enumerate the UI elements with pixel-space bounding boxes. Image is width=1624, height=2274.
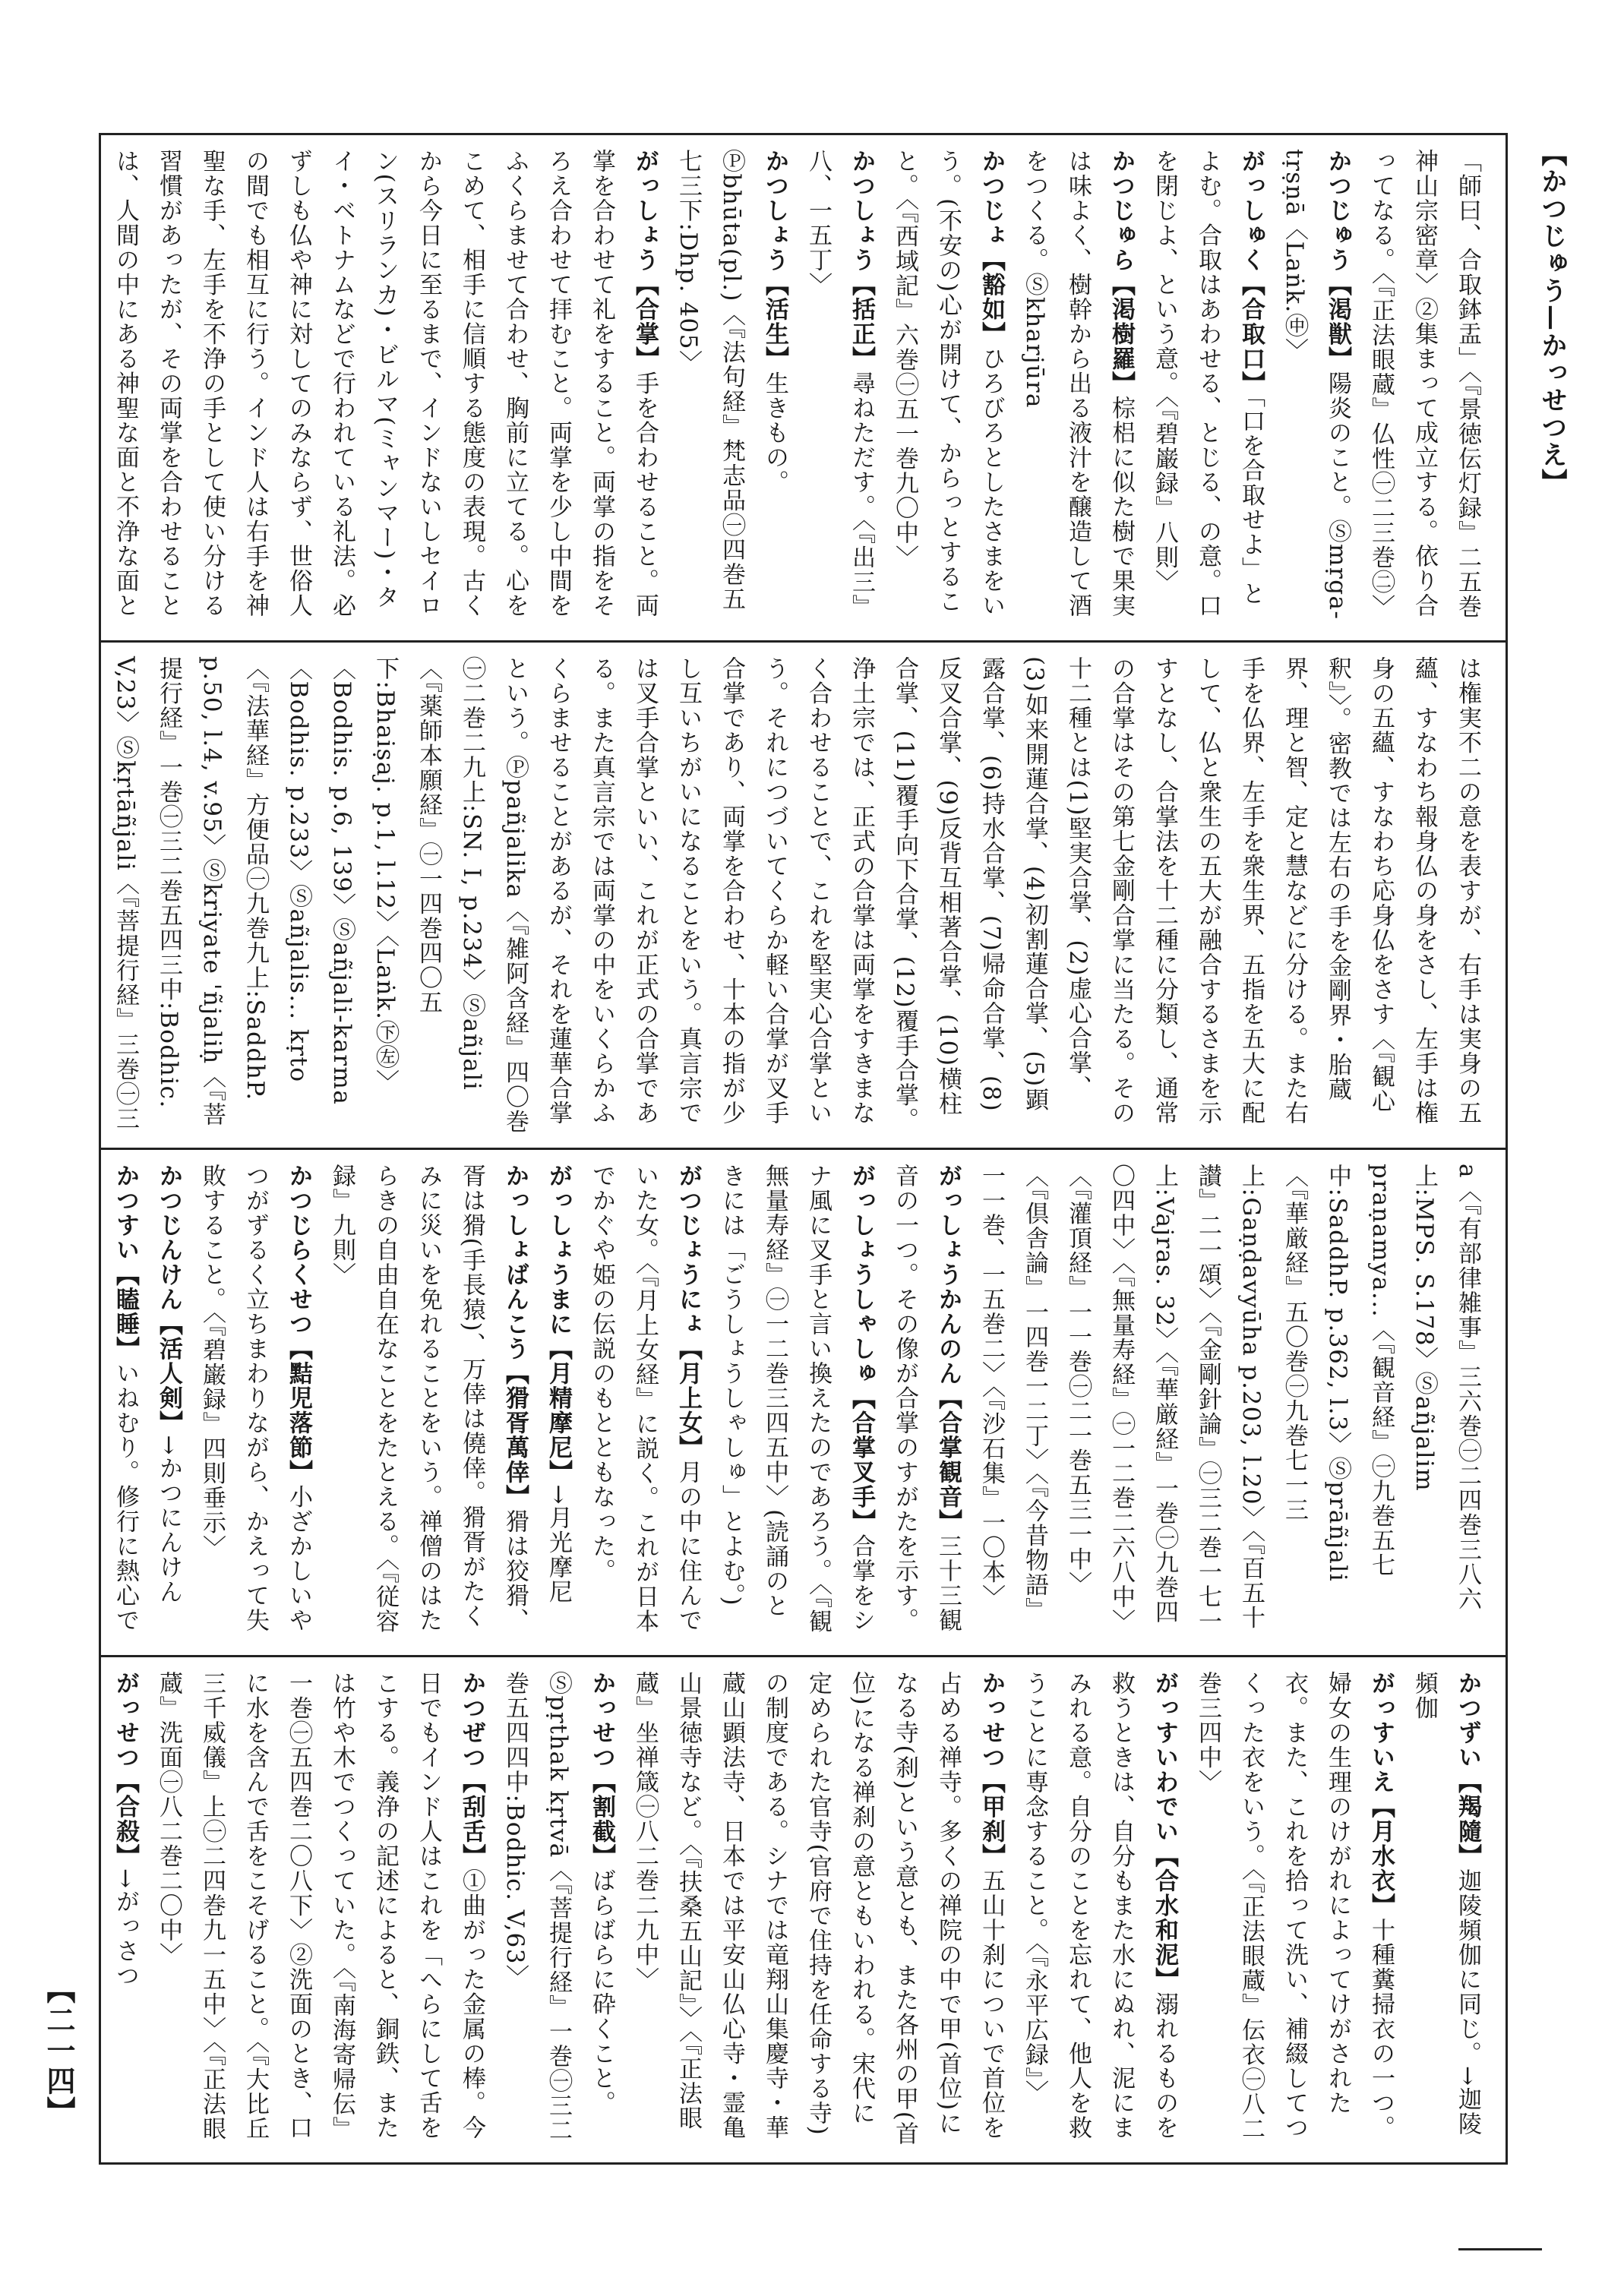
entry-text: 猾は狡猾、胥は猾(手長猿)、万倖は僥倖。猾胥がたくみに災いを免れることをいう。禅僧のはたらきの自由自在なことをたとえる。〈『従容録』九則〉 [328,1164,529,1634]
entry-text: ひろびろとしたさまをいう。(不安の)心が開けて、からっとすること。〈『西域記』六巻㊀五一巻九〇中〉 [891,149,1005,618]
entry-headword: かっせつ【割截】 [588,1671,615,1868]
entry-headword: かつじゅら【渇樹羅】 [1107,149,1135,396]
entry-headword: かつしょう【活生】 [761,149,788,371]
entry-headword: がっしゅく【合取口】 [1237,149,1265,396]
dictionary-entry [147,1671,493,2149]
dictionary-entry [101,656,1489,1134]
page-number: 【二一四】 [42,1975,76,2127]
dictionary-entry [1186,1671,1402,2149]
entry-text: ばらばらに砕くこと。Ⓢpṛthak kṛtvā〈『菩提行経』一巻㊀三二巻五四四中:Bodhic. V,63〉 [501,1671,615,2143]
entry-headword: かつじゅう【渇獣】 [1324,149,1351,371]
entry-text: 溺れるものを救うときは、自分もまた水にぬれ、泥にまみれる意。自分のことを忘れて、他人を救うことに専念すること。〈『永平広録』〉 [1021,1671,1178,2140]
entry-headword: がつじょうにょ【月上女】 [675,1164,702,1460]
entry-text: 十種糞掃衣の一つ。婦女の生理のけがれによってけがされた衣。また、これを拾って洗い、補綴してつくった衣をいう。〈『正法眼蔵』伝衣㊀八二巻三四中〉 [1194,1671,1395,2141]
entry-text: →がっさつ [112,1868,139,1988]
dictionary-entry [796,149,883,627]
running-head: 【かつじゅう—かっせつえ】 [1537,141,1567,496]
entry-headword: がっせつ【合殺】 [112,1671,139,1868]
dictionary-entry [101,149,666,627]
entry-headword: がっしょうしゃしゅ【合掌叉手】 [848,1164,875,1534]
dictionary-entry [1359,149,1489,627]
entry-text: →かつにんけん [155,1435,182,1604]
entry-text: 陽炎のこと。Ⓢmṛga-tṛṣṇā〈Laṅk.㊥〉 [1281,149,1351,621]
entry-text: 「師曰、合取鉢盂」〈『景徳伝灯録』二五巻神山宗密章〉②集まって成立する。依り合ってなる。〈『正法眼蔵』仏性㊀二三巻㊁〉 [1367,149,1481,619]
entry-headword: かつじらくせつ【黠児落節】 [285,1164,312,1485]
entry-text: 尋ねただす。〈『出三』八、一五丁〉 [804,149,875,619]
bottom-rule [1458,2248,1542,2250]
dictionary-entry [580,1164,709,1641]
entry-text: 棕梠に似た樹で果実は味よく、樹幹から出る液汁を醸造して酒をつくる。Ⓢkharjūra [1021,149,1135,618]
dictionary-entry [320,1164,536,1641]
tier-2 [101,643,1506,1148]
dictionary-entry [190,1164,320,1641]
entry-headword: がっしょうまに【月精摩尼】 [545,1164,572,1485]
entry-text: 月の中に住んでいた女。〈『月上女経』に説く。これが日本でかぐや姫の伝説のもとともなった。 [588,1164,702,1634]
entry-text: 生きもの。Ⓟbhūta(pl.)〈『法句経』梵志品㊀四巻五七三下:Dhp. 405〉 [675,149,788,612]
entry-text: 小ざかしいやつがずるく立ちまわりながら、かえって失敗すること。〈『碧巌録』四則垂示〉 [198,1164,312,1633]
entry-text: →月光摩尼 [545,1484,572,1604]
tier-3 [101,1150,1506,1655]
dictionary-entry [969,1164,1489,1641]
entry-headword: がっしょう【合掌】 [631,149,659,371]
entry-headword: がっすいわでい【合水和泥】 [1151,1671,1178,1992]
dictionary-entry [493,1671,623,2149]
entry-text: 迦陵頻伽に同じ。→迦陵頻伽 [1411,1671,1481,2137]
dictionary-entry [101,1164,147,1641]
tier-4 [101,1657,1506,2162]
dictionary-entry [666,149,796,627]
entry-text: いねむり。修行に熱心で [112,1361,139,1633]
dictionary-entry [1142,149,1272,627]
tier-1 [101,135,1506,640]
dictionary-entry [883,1164,969,1641]
dictionary-entry [1013,1671,1186,2149]
dictionary-entry [147,1164,190,1641]
entry-headword: かっしょばんこう【猾胥萬倖】 [501,1164,529,1509]
entry-headword: かつじょ【豁如】 [978,149,1005,346]
dictionary-entry [1272,149,1359,627]
entry-text: ①曲がった金属の棒。今日でもインド人はこれを「へらにして舌をこする。義浄の記述によると、銅鉄、または竹や木でつくっていた。〈『南海寄帰伝』一巻㊀五四巻二〇八下〉②洗面のとき、口に水を含んで舌をこそげること。〈『大比丘三千威儀』上㊀二四巻九一五中〉〈『正法眼蔵』洗面㊀八二巻二〇中〉 [155,1671,485,2141]
entry-headword: がっすいえ【月水衣】 [1367,1671,1395,1918]
page-frame [99,133,1508,2165]
entry-text: 手を合わせること。両掌を合わせて礼をすること。両掌の指をそろえ合わせて拝むこと。両掌を少し中間をふくらませて合わせ、胸前に立てる。心をこめて、相手に信順する態度の表現。古くから今日に至るまで、インドないしセイロン(スリランカ)・ビルマ(ミャンマー)・タイ・ベトナムなどで行われている礼法。必ずしも仏や神に対してのみならず、世俗人の間でも相互に行う。インド人は右手を神聖な手、左手を不浄の手として使い分ける習慣があったが、その両掌を合わせることは、人間の中にある神聖な面と不浄な面と [112,149,659,618]
entry-text: a〈『有部律雑事』三六巻㊀二四巻三八六上:MPS. S.178〉Ⓢañjalim praṇamya...〈『観音経』㊀九巻五七中:SaddhP. p.362, l.3〉Ⓢprāñjali〈『華厳経』五〇巻㊀九巻七一三上:Gaṇḍavyūha p.203, l.20〉〈『百五十讃』二一頌〉〈『金剛針論』㊀三二巻一七一上:Vajras. 32〉〈『華厳経』一巻㊀九巻四〇四中〉〈『無量寿経』㊀一二巻二六八中〉〈『灌頂経』一一巻㊀二一巻五三一中〉〈『倶舎論』一四巻一二丁〉〈『今昔物語』一一巻、一五巻二〉〈『沙石集』一〇本〉 [978,1164,1481,1634]
entry-headword: かつじんけん【活人剣】 [155,1164,182,1435]
dictionary-entry [883,149,1013,627]
entry-headword: かつぜつ【刮舌】 [458,1671,485,1868]
entry-text: 合掌をシナ風に叉手と言い換えたのであろう。〈『観無量寿経』㊀一二巻三四五中〉(読誦のときには「ごうしょうしゃしゅ」とよむ。) [718,1164,875,1634]
entry-headword: かつすい【瞌睡】 [112,1164,139,1361]
dictionary-entry [1013,149,1142,627]
entry-headword: かつずい【羯隨】 [1454,1671,1481,1868]
dictionary-entry [103,1671,147,2149]
entry-headword: がっしょうかんのん【合掌観音】 [934,1164,962,1534]
entry-text: 「口を合取せよ」とよむ。合取はあわせる、とじる、の意。口を閉じよ、という意。〈『碧巌録』八則〉 [1151,149,1265,618]
entry-text: 三十三観音の一つ。その像が合掌のすがたを示す。 [891,1164,962,1633]
dictionary-entry [623,1671,1013,2149]
dictionary-entry [1402,1671,1489,2149]
dictionary-entry [536,1164,580,1641]
entry-headword: かっせつ【甲刹】 [978,1671,1005,1868]
entry-text: 五山十刹についで首位を占める禅寺。多くの禅院の中で甲(首位)になる寺(刹)という意とも、また各州の甲(首位)になる禅刹の意ともいわれる。宋代に定められた官寺(官府で住持を任命する寺)の制度である。シナでは竜翔山集慶寺・華蔵山顕法寺、日本では平安山仏心寺・霊亀山景徳寺など。〈『扶桑五山記』〉〈『正法眼蔵』坐禅箴㊀八二巻二九中〉 [631,1671,1005,2146]
dictionary-entry [709,1164,883,1641]
entry-headword: かつしょう【括正】 [848,149,875,371]
dictionary-entry [101,1671,103,2149]
entry-text: は権実不二の意を表すが、右手は実身の五蘊、すなわち報身仏の身をさし、左手は権身の五蘊、すなわち応身仏をさす〈『観心釈』〉。密教では左右の手を金剛界・胎蔵界、理と智、定と慧などに分ける。また右手を仏界、左手を衆生界、五指を五大に配して、仏と衆生の五大が融合するさまを示すとなし、合掌法を十二種に分類し、通常の合掌はその第七金剛合掌に当たる。その十二種とは(1)堅実合掌、(2)虚心合掌、(3)如来開蓮合掌、(4)初割蓮合掌、(5)顕露合掌、(6)持水合掌、(7)帰命合掌、(8)反叉合掌、(9)反背互相著合掌、(10)横柱合掌、(11)覆手向下合掌、(12)覆手合掌。浄土宗では、正式の合掌は両掌をすきまなく合わせることで、これを堅実心合掌という。それにつづいてくらか軽い合掌が叉手合掌であり、両掌を合わせ、十本の指が少し互いちがいになることをいう。真言宗では叉手合掌といい、これが正式の合掌である。また真言宗では両掌の中をいくらかふくらませることがあるが、それを蓮華合掌という。Ⓟpañjalika〈『雑阿含経』四〇巻㊀二巻二九上:SN. I, p.234〉Ⓢañjali〈『薬師本願経』㊀一四巻四〇五下:Bhaiṣaj. p.1, l.12〉〈Laṅk.㊦㊧〉〈Bodhis. p.6, 139〉Ⓢañjali-karma〈Bodhis. p.233〉Ⓢañjalis... kṛto〈『法華経』方便品㊀九巻九上:SaddhP. p.50, l.4, v.95〉Ⓢkriyate 'ñjaliḥ〈『菩提行経』一巻㊀三二巻五四三中:Bodhic. V,23〉Ⓢkṛtāñjali〈『菩提行経』三巻㊀三 [112,656,1481,1134]
